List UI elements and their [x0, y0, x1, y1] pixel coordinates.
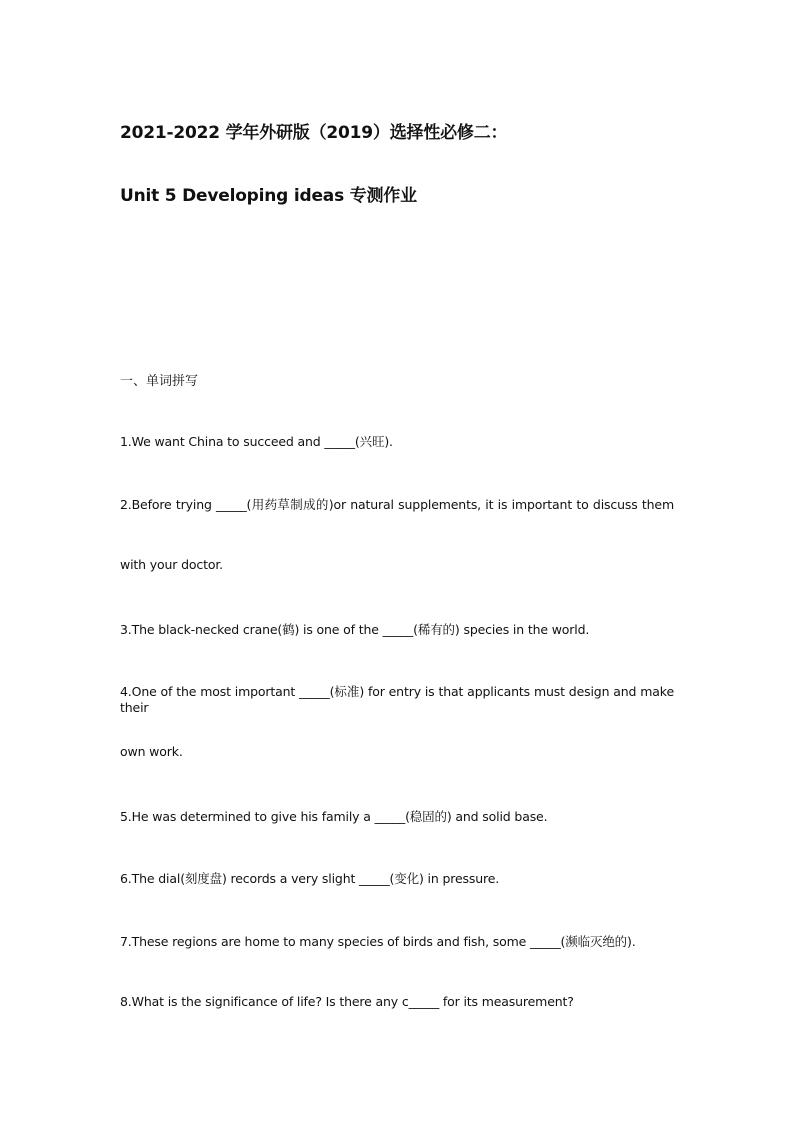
question-line: 1.We want China to succeed and _____(兴旺). — [120, 434, 393, 449]
document-subtitle: Unit 5 Developing ideas 专测作业 — [120, 186, 417, 206]
question-line: own work. — [120, 744, 183, 759]
section-heading: 一、单词拼写 — [120, 374, 199, 389]
document-title: 2021-2022 学年外研版（2019）选择性必修二： — [120, 123, 508, 143]
question-line: 5.He was determined to give his family a _____(稳固的) and solid base. — [120, 809, 548, 824]
question-line: 6.The dial(刻度盘) records a very slight _____(变化) in pressure. — [120, 871, 500, 886]
question-line: 7.These regions are home to many species of birds and fish, some _____(濒临灭绝的). — [120, 934, 636, 949]
question-line: 2.Before trying _____(用药草制成的)or natural supplements, it is important to discuss them — [120, 497, 674, 512]
question-line: 3.The black-necked crane(鹤) is one of the _____(稀有的) species in the world. — [120, 622, 590, 637]
question-line: 8.What is the significance of life? Is there any c_____ for its measurement? — [120, 994, 574, 1009]
question-line: 4.One of the most important _____(标准) for entry is that applicants must design and make their — [120, 684, 674, 715]
question-line: with your doctor. — [120, 557, 223, 572]
